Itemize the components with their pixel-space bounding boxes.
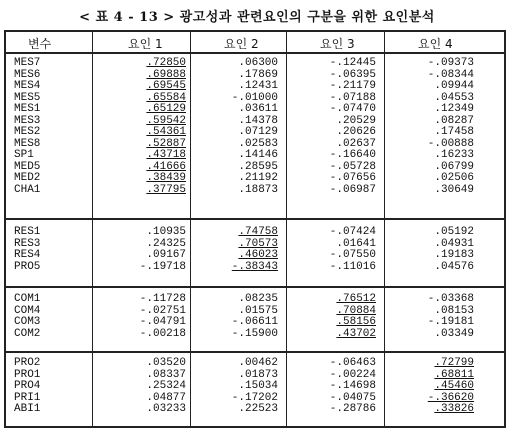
factor-loading: -.00224 bbox=[329, 368, 376, 381]
variable-name: MES3 bbox=[14, 114, 41, 127]
factor-loading: .12349 bbox=[434, 103, 474, 115]
factor-loading: -.38343 bbox=[231, 260, 278, 273]
factor-loading: .03233 bbox=[146, 403, 186, 415]
factor-loading: -.02751 bbox=[139, 304, 186, 317]
factor-loading: .25324 bbox=[146, 380, 186, 392]
factor-loading: -.07656 bbox=[329, 172, 376, 184]
factor-loading: .03611 bbox=[238, 103, 278, 115]
variable-name: PRO4 bbox=[14, 380, 41, 392]
variable-name: RES4 bbox=[14, 249, 41, 261]
table-row bbox=[6, 81, 504, 92]
table-row bbox=[6, 162, 504, 173]
factor-loading: .02506 bbox=[434, 172, 474, 184]
factor-loading: .46023 bbox=[238, 249, 278, 261]
factor-loading: .30649 bbox=[434, 183, 474, 196]
factor-loading: .72799 bbox=[434, 357, 474, 369]
variable-name: MES1 bbox=[14, 103, 41, 115]
factor-loading: -.36620 bbox=[427, 391, 474, 404]
factor-loading: -.21179 bbox=[329, 80, 376, 92]
variable-name: MED5 bbox=[14, 160, 41, 173]
factor-loading: -.19181 bbox=[427, 316, 474, 328]
table-row bbox=[6, 150, 504, 161]
factor-loading: .06799 bbox=[434, 160, 474, 173]
factor-loading: -.07424 bbox=[329, 226, 376, 238]
factor-loading: -.15900 bbox=[231, 327, 278, 340]
factor-loading: .09944 bbox=[434, 80, 474, 92]
factor-loading: .24325 bbox=[146, 237, 186, 250]
factor-loading: -.06611 bbox=[231, 316, 278, 328]
factor-loading: -.11728 bbox=[139, 293, 186, 305]
factor-loading: -.28786 bbox=[329, 403, 376, 415]
factor-loading: -.01000 bbox=[231, 91, 278, 104]
factor-loading: .43702 bbox=[336, 327, 376, 340]
factor-loading: .04576 bbox=[434, 260, 474, 273]
factor-loading: .08235 bbox=[238, 293, 278, 305]
factor-loading: .69888 bbox=[146, 68, 186, 81]
factor-loading: .09167 bbox=[146, 249, 186, 261]
factor-loading: .17458 bbox=[434, 126, 474, 138]
variable-name: PRI1 bbox=[14, 391, 41, 404]
factor-loading: -.06987 bbox=[329, 183, 376, 196]
table-row bbox=[6, 250, 504, 261]
table-row bbox=[6, 329, 504, 340]
factor-loading: .00462 bbox=[238, 357, 278, 369]
variable-name: PRO2 bbox=[14, 357, 41, 369]
factor-loading: -.11016 bbox=[329, 260, 376, 273]
table-row bbox=[6, 70, 504, 81]
factor-loading: .16233 bbox=[434, 149, 474, 161]
factor-loading: -.07470 bbox=[329, 103, 376, 115]
table-row bbox=[6, 227, 504, 238]
variable-name: RES3 bbox=[14, 237, 41, 250]
factor-loading: .41666 bbox=[146, 160, 186, 173]
table-header bbox=[6, 32, 504, 54]
table-caption: < 표 4 - 13 > 광고성과 관련요인의 구분을 위한 요인분석 bbox=[79, 10, 435, 25]
factor-loading: .74758 bbox=[238, 226, 278, 238]
table-row bbox=[6, 370, 504, 381]
factor-loading: -.04075 bbox=[329, 391, 376, 404]
variable-name: CHA1 bbox=[14, 183, 41, 196]
group-separator bbox=[6, 351, 504, 353]
factor-loading: .01575 bbox=[238, 304, 278, 317]
factor-loading: .76512 bbox=[336, 293, 376, 305]
variable-name: COM4 bbox=[14, 304, 41, 317]
variable-name: PRO5 bbox=[14, 260, 41, 273]
factor-loading: .08153 bbox=[434, 304, 474, 317]
factor-loading: .72850 bbox=[146, 57, 186, 69]
factor-loading: .70573 bbox=[238, 237, 278, 250]
variable-name: MED2 bbox=[14, 172, 41, 184]
table-row bbox=[6, 104, 504, 115]
variable-name: COM2 bbox=[14, 327, 41, 340]
variable-name: RES1 bbox=[14, 226, 41, 238]
factor-loading: .68811 bbox=[434, 368, 474, 381]
table-row bbox=[6, 139, 504, 150]
factor-loading: .04877 bbox=[146, 391, 186, 404]
header-factor-1: 요인 1 bbox=[128, 37, 163, 51]
factor-loading: -.00218 bbox=[139, 327, 186, 340]
table-row bbox=[6, 358, 504, 369]
factor-loading: .10935 bbox=[146, 226, 186, 238]
factor-loading: .02637 bbox=[336, 137, 376, 150]
factor-loading: .18873 bbox=[238, 183, 278, 196]
variable-name: MES4 bbox=[14, 80, 41, 92]
factor-loading: .58156 bbox=[336, 316, 376, 328]
factor-loading: -.04791 bbox=[139, 316, 186, 328]
factor-loading: .15034 bbox=[238, 380, 278, 392]
factor-loading: .19183 bbox=[434, 249, 474, 261]
factor-loading: .06300 bbox=[238, 57, 278, 69]
factor-loading: .54361 bbox=[146, 126, 186, 138]
group-separator bbox=[6, 286, 504, 288]
factor-loading: .59542 bbox=[146, 114, 186, 127]
factor-loading: -.07550 bbox=[329, 249, 376, 261]
table-row bbox=[6, 294, 504, 305]
factor-loading: .21192 bbox=[238, 172, 278, 184]
table-row bbox=[6, 381, 504, 392]
table-row bbox=[6, 393, 504, 404]
factor-loading: -.03368 bbox=[427, 293, 474, 305]
factor-loading: -.19718 bbox=[139, 260, 186, 273]
variable-name: PRO1 bbox=[14, 368, 41, 381]
factor-loading: .37795 bbox=[146, 183, 186, 196]
factor-loading: .14146 bbox=[238, 149, 278, 161]
variable-name: SP1 bbox=[14, 149, 34, 161]
factor-loading: .12431 bbox=[238, 80, 278, 92]
factor-loading: .69545 bbox=[146, 80, 186, 92]
factor-loading: .45460 bbox=[434, 380, 474, 392]
factor-loading: .07129 bbox=[238, 126, 278, 138]
factor-loading: .65584 bbox=[146, 91, 186, 104]
factor-loading: .52887 bbox=[146, 137, 186, 150]
factor-loading: -.06463 bbox=[329, 357, 376, 369]
factor-loading: -.09373 bbox=[427, 57, 474, 69]
factor-loading: .04553 bbox=[434, 91, 474, 104]
table-row bbox=[6, 317, 504, 328]
factor-loading: -.07188 bbox=[329, 91, 376, 104]
factor-loading: .08287 bbox=[434, 114, 474, 127]
factor-loading: .22523 bbox=[238, 403, 278, 415]
factor-loading: -.12445 bbox=[329, 57, 376, 69]
table-row bbox=[6, 116, 504, 127]
factor-loading: -.08344 bbox=[427, 68, 474, 81]
factor-loading: -.00888 bbox=[427, 137, 474, 150]
factor-loading: .20626 bbox=[336, 126, 376, 138]
variable-name: MES7 bbox=[14, 57, 41, 69]
group-separator bbox=[6, 218, 504, 220]
factor-loading: .43718 bbox=[146, 149, 186, 161]
table-row bbox=[6, 173, 504, 184]
variable-name: COM3 bbox=[14, 316, 41, 328]
factor-loading: -.14698 bbox=[329, 380, 376, 392]
factor-loading: .03349 bbox=[434, 327, 474, 340]
header-factor-2: 요인 2 bbox=[224, 37, 259, 51]
factor-loading: .70884 bbox=[336, 304, 376, 317]
table-row bbox=[6, 93, 504, 104]
variable-name: MES2 bbox=[14, 126, 41, 138]
factor-loading: .01873 bbox=[238, 368, 278, 381]
table-row bbox=[6, 185, 504, 196]
variable-name: ABI1 bbox=[14, 403, 41, 415]
table-row bbox=[6, 239, 504, 250]
table-row bbox=[6, 127, 504, 138]
table-row bbox=[6, 404, 504, 415]
factor-loading: .65129 bbox=[146, 103, 186, 115]
header-variable: 변수 bbox=[28, 37, 52, 51]
factor-loading: .02583 bbox=[238, 137, 278, 150]
table-row bbox=[6, 58, 504, 69]
factor-loading: -.06395 bbox=[329, 68, 376, 81]
factor-loading: .08337 bbox=[146, 368, 186, 381]
factor-loading: -.05728 bbox=[329, 160, 376, 173]
factor-loading: .20529 bbox=[336, 114, 376, 127]
table-row bbox=[6, 262, 504, 273]
factor-loading: .28595 bbox=[238, 160, 278, 173]
factor-loading: -.16640 bbox=[329, 149, 376, 161]
factor-loading: .33826 bbox=[434, 403, 474, 415]
table-row bbox=[6, 306, 504, 317]
header-factor-3: 요인 3 bbox=[320, 37, 355, 51]
factor-loading: -.17202 bbox=[231, 391, 278, 404]
factor-loading: .05192 bbox=[434, 226, 474, 238]
header-factor-4: 요인 4 bbox=[418, 37, 453, 51]
variable-name: MES6 bbox=[14, 68, 41, 81]
variable-name: MES5 bbox=[14, 91, 41, 104]
factor-loading: .14378 bbox=[238, 114, 278, 127]
factor-analysis-table bbox=[4, 30, 506, 428]
factor-loading: .01641 bbox=[336, 237, 376, 250]
variable-name: MES8 bbox=[14, 137, 41, 150]
factor-loading: .04931 bbox=[434, 237, 474, 250]
factor-loading: .38439 bbox=[146, 172, 186, 184]
factor-loading: .03520 bbox=[146, 357, 186, 369]
factor-loading: .17869 bbox=[238, 68, 278, 81]
variable-name: COM1 bbox=[14, 293, 41, 305]
